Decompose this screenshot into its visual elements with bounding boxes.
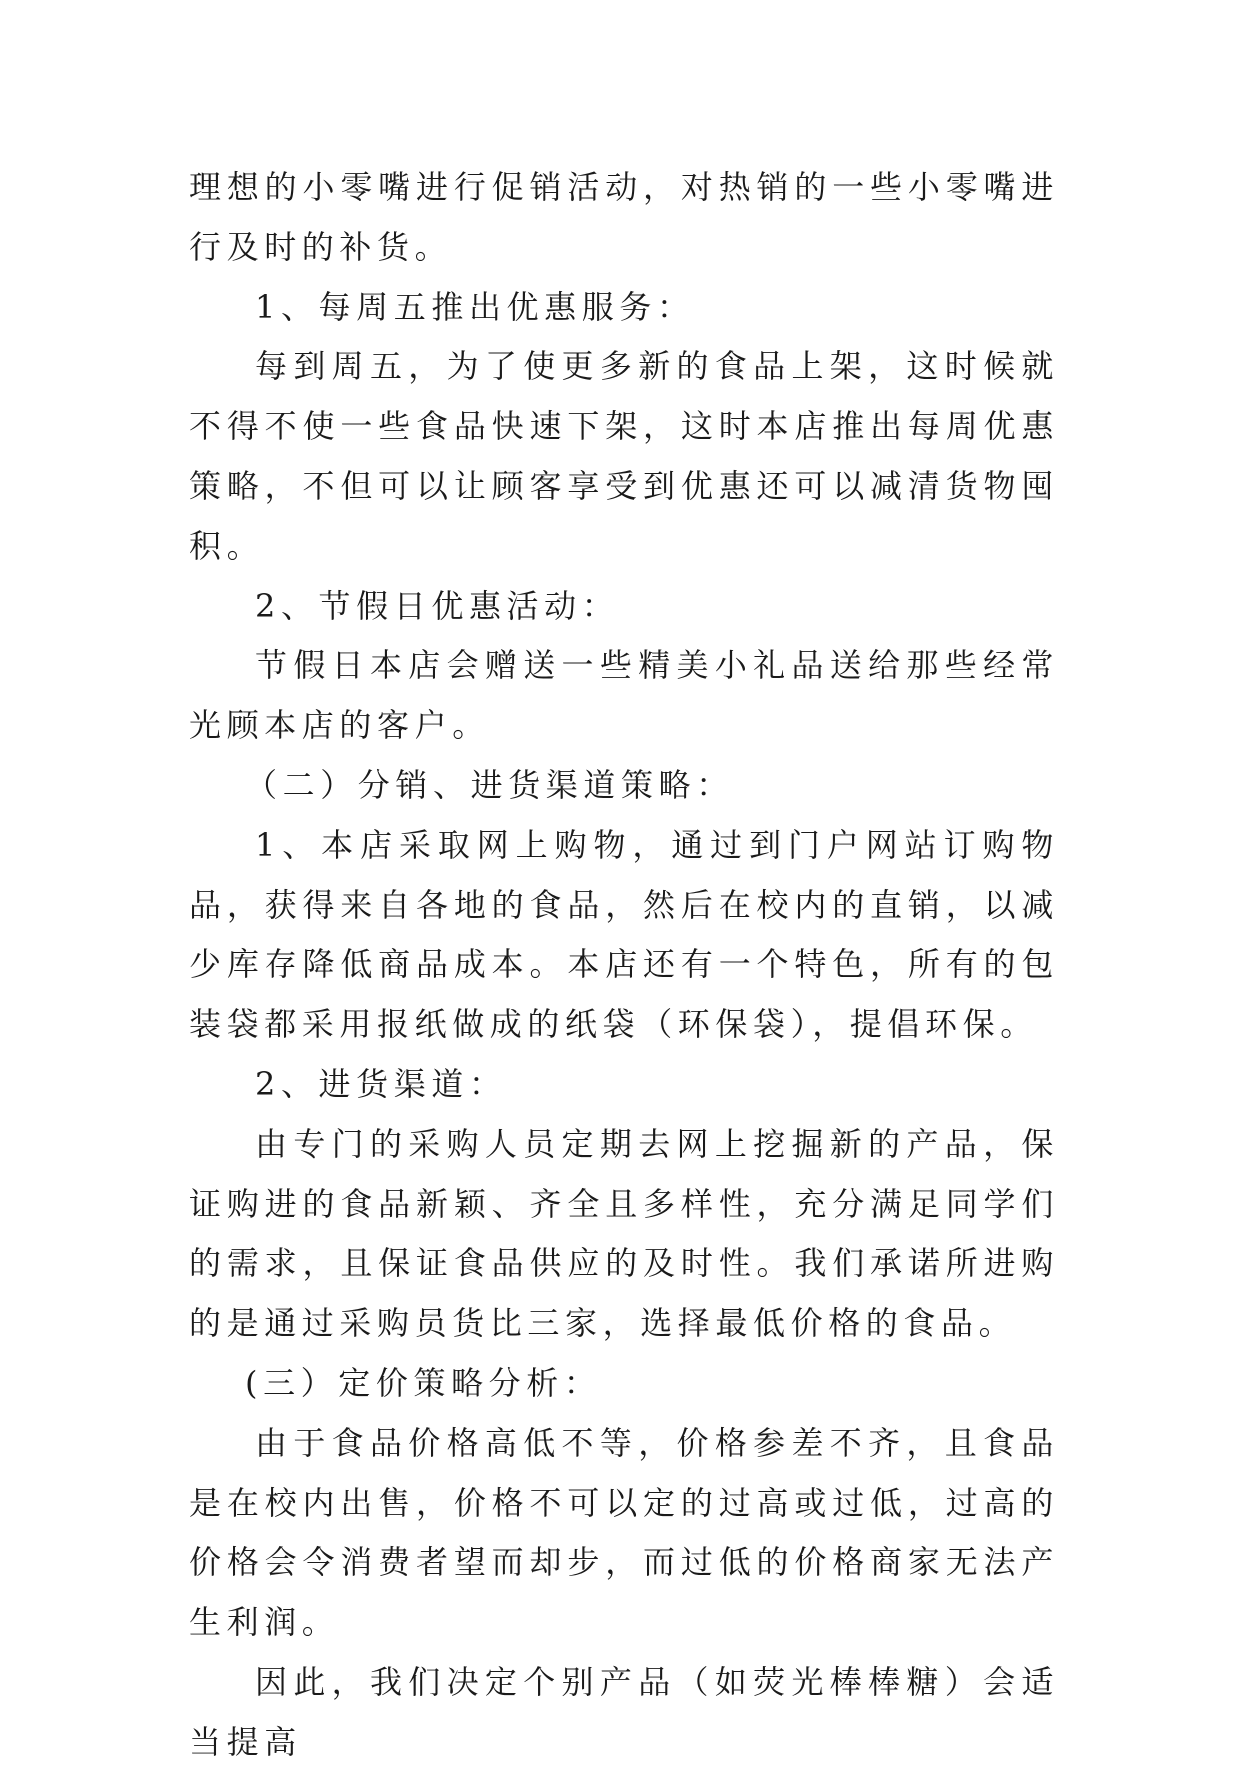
section-heading-pricing: (三）定价策略分析： <box>245 1363 602 1402</box>
section-heading-distribution: （二）分销、进货渠道策略： <box>245 765 734 804</box>
paragraph-holiday-promotion: 节假日本店会赠送一些精美小礼品送给那些经常光顾本店的客户。 <box>189 646 1059 745</box>
list-item-holiday-promotion: 2、节假日优惠活动： <box>255 586 620 625</box>
paragraph-pricing-decision: 因此，我们决定个别产品（如荧光棒棒糖）会适当提高 <box>189 1662 1059 1761</box>
list-item-friday-discount: 1、每周五推出优惠服务： <box>255 287 695 326</box>
paragraph-pricing-analysis: 由于食品价格高低不等，价格参差不齐，且食品是在校内出售，价格不可以定的过高或过低，过高的价格会令消费者望而却步，而过低的价格商家无法产生利润。 <box>189 1423 1059 1642</box>
paragraph-online-purchasing: 1、本店采取网上购物，通过到门户网站订购物品，获得来自各地的食品，然后在校内的直销，以减少库存降低商品成本。本店还有一个特色，所有的包装袋都采用报纸做成的纸袋（环保袋），提倡环保。 <box>189 825 1059 1044</box>
paragraph-friday-discount: 每到周五，为了使更多新的食品上架，这时候就不得不使一些食品快速下架，这时本店推出每周优惠策略，不但可以让顾客享受到优惠还可以减清货物囤积。 <box>189 347 1059 565</box>
paragraph-continuation: 理想的小零嘴进行促销活动，对热销的一些小零嘴进行及时的补货。 <box>189 168 1059 266</box>
document-body <box>189 158 1059 1773</box>
paragraph-purchase-channel: 由专门的采购人员定期去网上挖掘新的产品，保证购进的食品新颖、齐全且多样性，充分满足同学们的需求，且保证食品供应的及时性。我们承诺所进购的是通过采购员货比三家，选择最低价格的食品。 <box>189 1124 1059 1343</box>
list-item-purchase-channel: 2、进货渠道： <box>255 1064 507 1103</box>
